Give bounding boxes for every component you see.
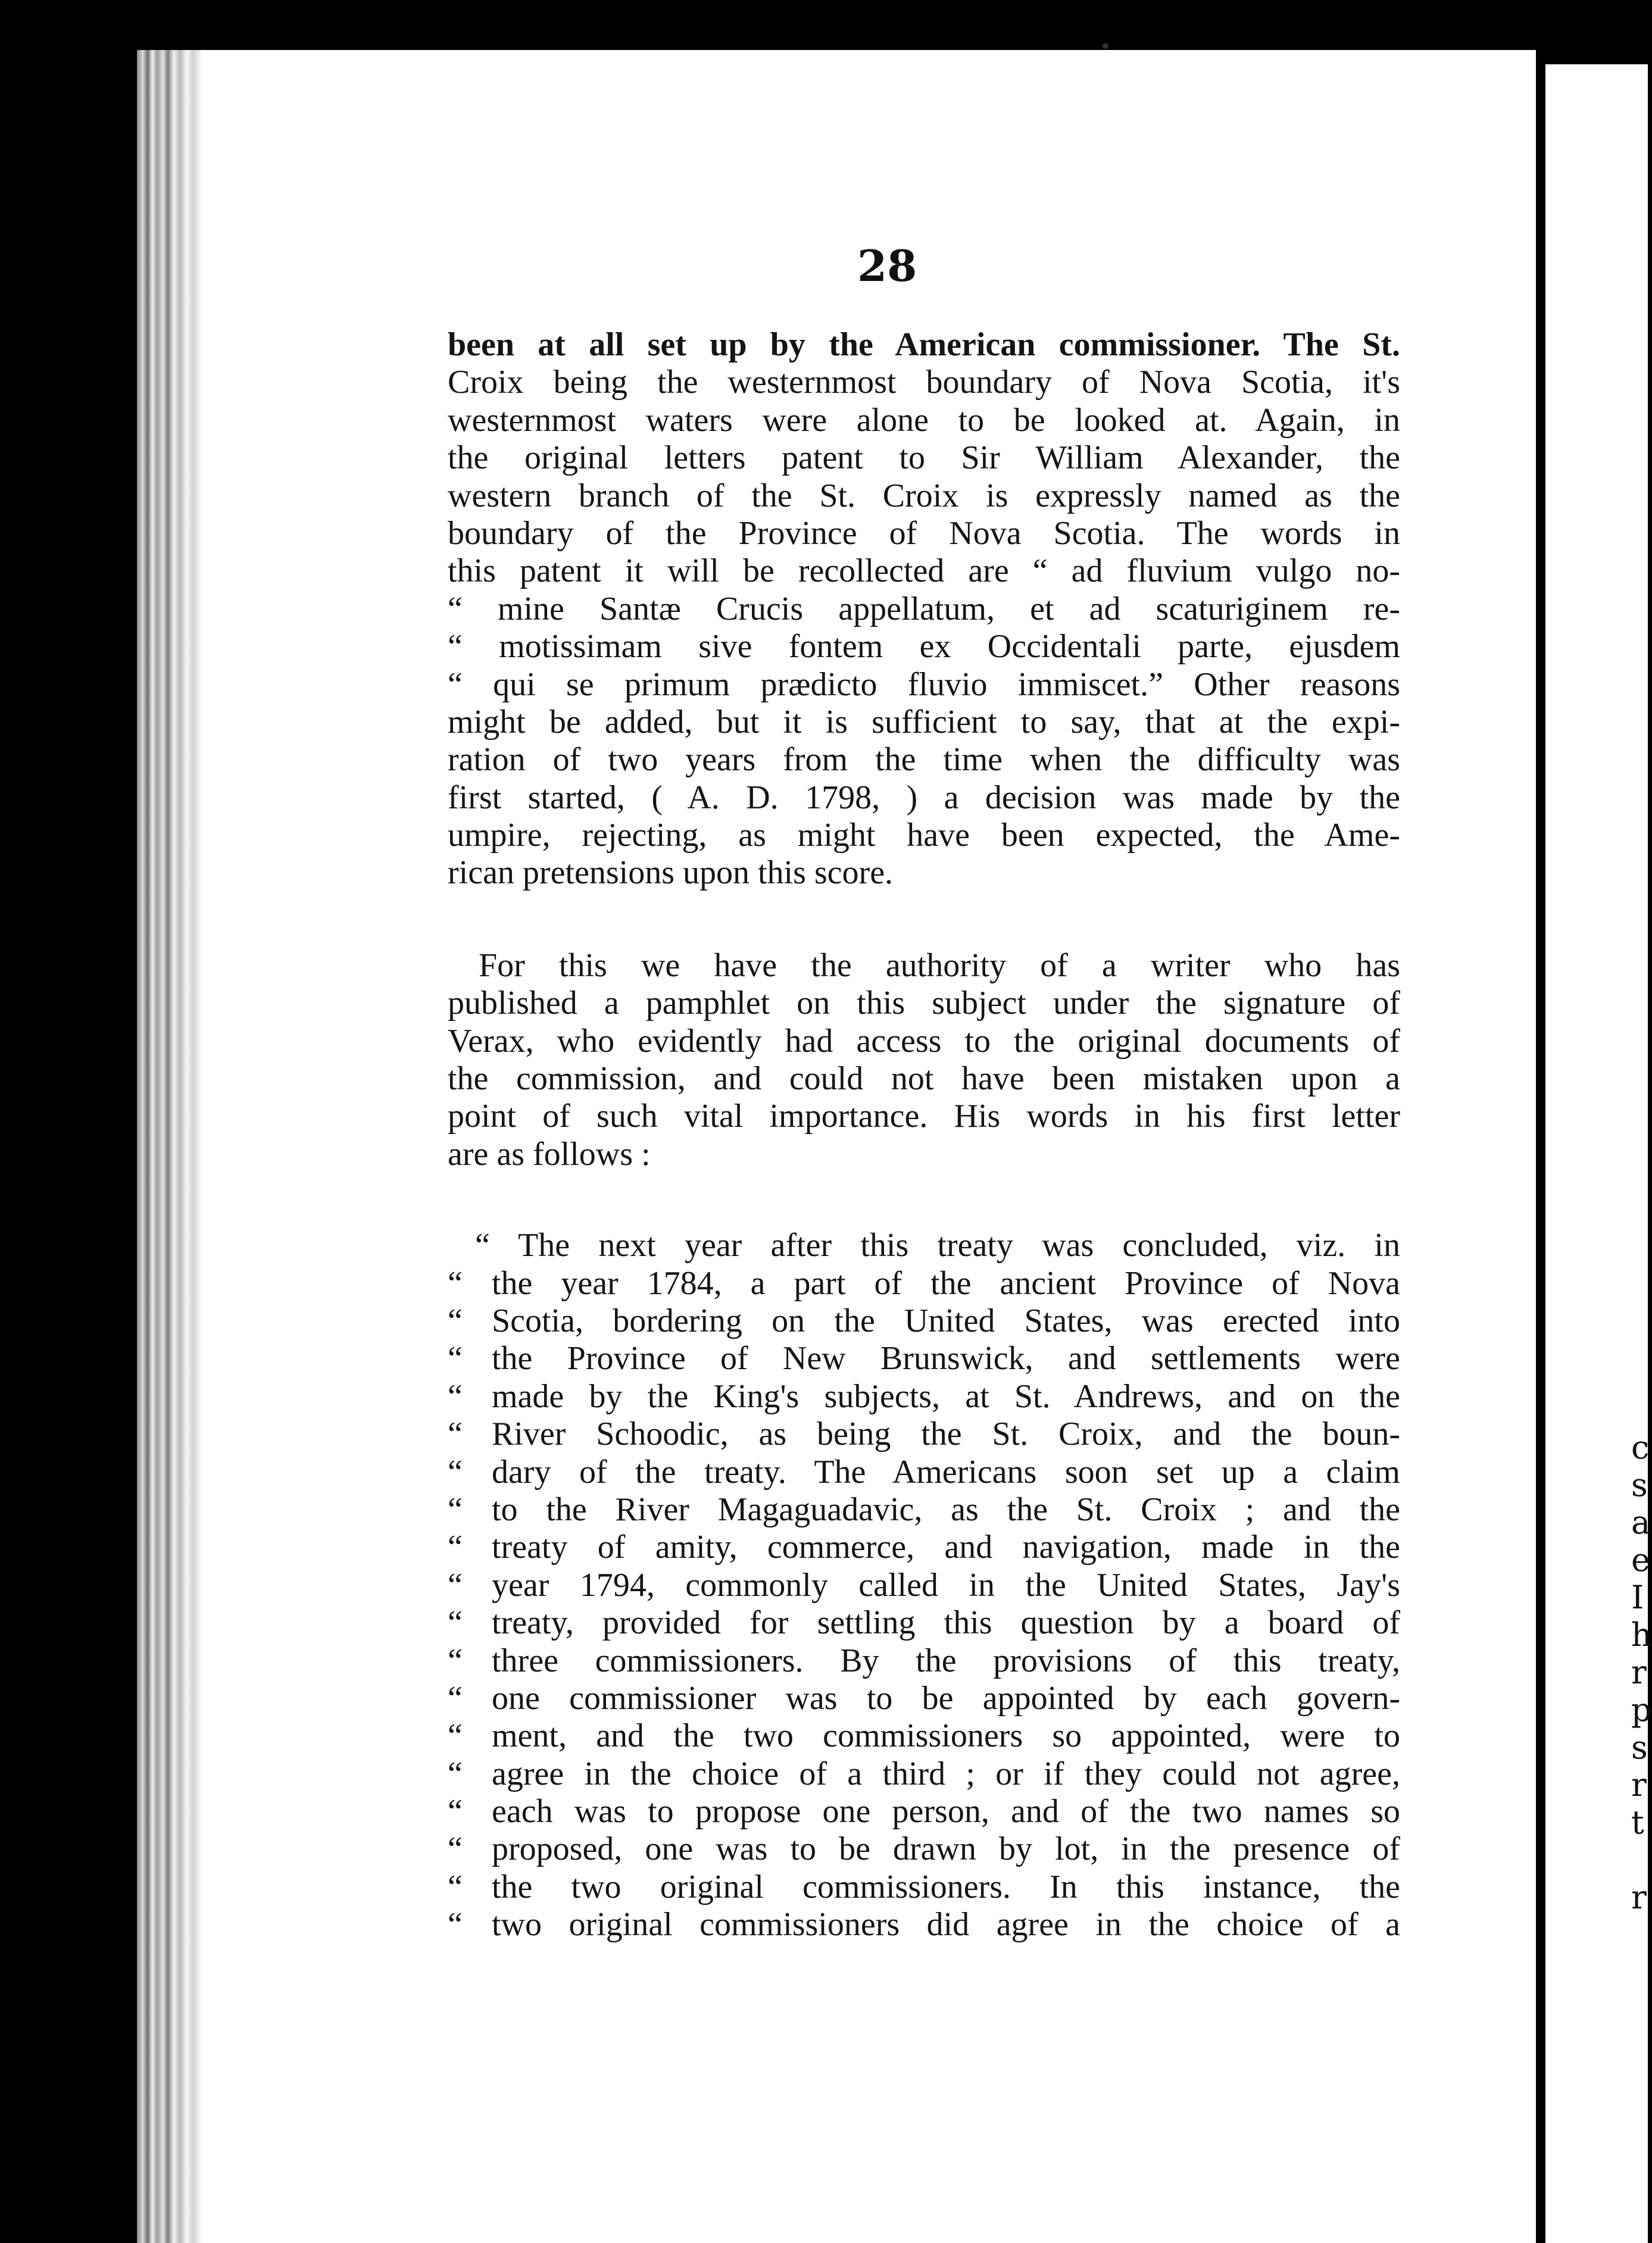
quote-line bbox=[448, 1793, 1400, 1830]
facing-letter: s bbox=[1631, 1729, 1648, 1766]
quote-mark: “ bbox=[448, 1491, 463, 1528]
quote-line-text: the Province of New Brunswick, and settlements were bbox=[492, 1340, 1400, 1377]
page-number: 28 bbox=[857, 240, 917, 291]
facing-letter: t bbox=[1631, 1804, 1644, 1841]
quote-mark: “ bbox=[448, 1755, 463, 1792]
facing-letter: e bbox=[1631, 1541, 1650, 1579]
quote-mark: “ bbox=[448, 1453, 463, 1491]
quote-line-text: treaty of amity, commerce, and navigation, made in the bbox=[492, 1529, 1400, 1566]
text-line: “ motissimam sive fontem ex Occidentali parte, ejusdem bbox=[448, 628, 1400, 666]
text-line: might be added, but it is sufficient to say, that at the expi- bbox=[448, 703, 1400, 741]
quote-line bbox=[448, 1491, 1400, 1529]
facing-page-letters bbox=[1631, 1429, 1652, 1916]
quote-mark: “ bbox=[448, 1340, 463, 1377]
facing-letter: I bbox=[1631, 1579, 1644, 1616]
quote-line-text: treaty, provided for settling this question by a board of bbox=[492, 1604, 1400, 1642]
paragraph-2 bbox=[448, 947, 1400, 1173]
quote-line-text: “ The next year after this treaty was concluded, viz. in bbox=[475, 1227, 1400, 1264]
body-text bbox=[448, 326, 1400, 1944]
text-line: westernmost waters were alone to be looked at. Again, in bbox=[448, 401, 1400, 439]
quote-line bbox=[448, 1680, 1400, 1717]
quote-mark: “ bbox=[448, 1416, 463, 1453]
text-line: are as follows : bbox=[448, 1135, 651, 1173]
page-gutter-edges bbox=[137, 50, 202, 2243]
facing-page-edge bbox=[1545, 64, 1652, 2243]
quote-mark: “ bbox=[448, 1604, 463, 1642]
facing-letter: r bbox=[1631, 1654, 1647, 1691]
facing-letter: a bbox=[1631, 1504, 1651, 1541]
facing-letter: p bbox=[1631, 1691, 1652, 1729]
facing-letter: h bbox=[1631, 1616, 1652, 1654]
quote-line bbox=[448, 1567, 1400, 1604]
text-line: Verax, who evidently had access to the original documents of bbox=[448, 1022, 1400, 1060]
quote-line bbox=[448, 1830, 1400, 1868]
paragraph-1 bbox=[448, 326, 1400, 892]
text-line: western branch of the St. Croix is expressly named as the bbox=[448, 477, 1400, 514]
quote-line bbox=[448, 1642, 1400, 1680]
quote-line-text: the two original commissioners. In this instance, the bbox=[492, 1868, 1400, 1905]
text-line: been at all set up by the American commissioner. The St. bbox=[448, 326, 1400, 363]
text-line: “ qui se primum prædicto fluvio immiscet.” Other reasons bbox=[448, 666, 1400, 703]
quote-line-text: the year 1784, a part of the ancient Province of Nova bbox=[492, 1264, 1400, 1302]
text-line: rican pretensions upon this score. bbox=[448, 854, 894, 892]
facing-letter: r bbox=[1631, 1879, 1647, 1916]
text-line: first started, ( A. D. 1798, ) a decision was made by the bbox=[448, 779, 1400, 816]
quote-line-text: River Schoodic, as being the St. Croix, and the boun- bbox=[492, 1416, 1400, 1453]
quote-mark: “ bbox=[448, 1830, 463, 1868]
text-line: “ mine Santæ Crucis appellatum, et ad scaturiginem re- bbox=[448, 590, 1400, 627]
quote-mark: “ bbox=[448, 1529, 463, 1566]
facing-letter: c bbox=[1631, 1429, 1650, 1466]
quote-line-text: to the River Magaguadavic, as the St. Croix ; and the bbox=[492, 1491, 1400, 1528]
quote-mark: “ bbox=[448, 1679, 463, 1717]
quote-line-text: each was to propose one person, and of the two names so bbox=[492, 1793, 1400, 1830]
text-line: umpire, rejecting, as might have been expected, the Ame- bbox=[448, 817, 1400, 854]
quote-mark: “ bbox=[448, 1302, 463, 1339]
facing-letter: r bbox=[1631, 1766, 1647, 1804]
quote-line-text: two original commissioners did agree in the choice of a bbox=[492, 1906, 1400, 1944]
quote-line-text: proposed, one was to be drawn by lot, in the presence of bbox=[492, 1830, 1400, 1868]
quote-line-text: made by the King's subjects, at St. Andrews, and on the bbox=[492, 1377, 1400, 1415]
quote-line bbox=[448, 1529, 1400, 1566]
quote-line bbox=[448, 1265, 1400, 1302]
ink-speck bbox=[1103, 43, 1108, 49]
quote-mark: “ bbox=[448, 1642, 463, 1679]
quote-line-text: three commissioners. By the provisions of this treaty, bbox=[492, 1642, 1400, 1679]
quote-mark: “ bbox=[448, 1264, 463, 1302]
quote-line bbox=[448, 1227, 1400, 1264]
quote-line-text: one commissioner was to be appointed by each govern- bbox=[492, 1679, 1400, 1717]
block-quote bbox=[448, 1227, 1400, 1944]
quote-mark: “ bbox=[448, 1717, 463, 1755]
quote-mark: “ bbox=[448, 1377, 463, 1415]
quote-line bbox=[448, 1755, 1400, 1793]
quote-line bbox=[448, 1454, 1400, 1491]
quote-line-text: agree in the choice of a third ; or if they could not agree, bbox=[492, 1755, 1400, 1792]
quote-line bbox=[448, 1604, 1400, 1642]
quote-line bbox=[448, 1378, 1400, 1416]
text-line: Croix being the westernmost boundary of Nova Scotia, it's bbox=[448, 364, 1400, 401]
text-line: ration of two years from the time when the difficulty was bbox=[448, 741, 1400, 779]
text-line: published a pamphlet on this subject under the signature of bbox=[448, 985, 1400, 1022]
quote-line bbox=[448, 1340, 1400, 1377]
quote-line bbox=[448, 1416, 1400, 1453]
quote-line-text: dary of the treaty. The Americans soon set up a claim bbox=[492, 1453, 1400, 1491]
quote-line bbox=[448, 1302, 1400, 1340]
text-line: this patent it will be recollected are “ ad fluvium vulgo no- bbox=[448, 552, 1400, 590]
quote-line-text: year 1794, commonly called in the United States, Jay's bbox=[492, 1566, 1400, 1604]
facing-letter bbox=[1631, 1841, 1648, 1879]
quote-line-text: Scotia, bordering on the United States, was erected into bbox=[492, 1302, 1400, 1339]
quote-line bbox=[448, 1906, 1400, 1944]
text-line: point of such vital importance. His words in his first letter bbox=[448, 1098, 1400, 1135]
quote-line bbox=[448, 1717, 1400, 1755]
text-line: the original letters patent to Sir William Alexander, the bbox=[448, 439, 1400, 477]
quote-mark: “ bbox=[448, 1868, 463, 1905]
quote-mark: “ bbox=[448, 1566, 463, 1604]
quote-line-text: ment, and the two commissioners so appointed, were to bbox=[492, 1717, 1400, 1755]
text-line: For this we have the authority of a writer who has bbox=[479, 946, 1400, 984]
text-line: the commission, and could not have been mistaken upon a bbox=[448, 1060, 1400, 1098]
facing-letter: s bbox=[1631, 1466, 1648, 1504]
quote-mark: “ bbox=[448, 1793, 463, 1830]
quote-mark: “ bbox=[448, 1906, 463, 1944]
quote-line bbox=[448, 1869, 1400, 1906]
text-line: boundary of the Province of Nova Scotia. The words in bbox=[448, 514, 1400, 552]
